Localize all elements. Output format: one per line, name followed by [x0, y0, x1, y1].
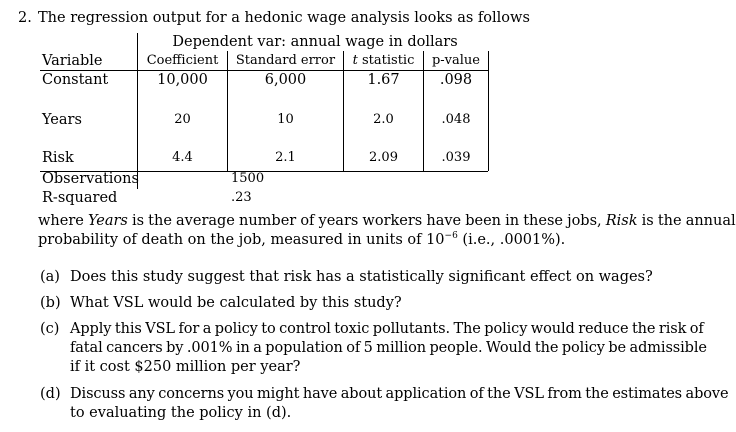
table-cell: 4.4 — [172, 150, 193, 165]
row-label-years: Years — [42, 112, 82, 128]
part-d-text-line-1: Discuss any concerns you might have about application of the VSL from the estimates above — [70, 386, 729, 402]
part-c-text-line-1: Apply this VSL for a policy to control toxic pollutants. The policy would reduce the risk of — [70, 321, 704, 337]
stat-value-observations: 1500 — [231, 171, 265, 186]
part-c-text-line-3: if it cost $250 million per year? — [70, 359, 301, 375]
header-t-word: statistic — [362, 53, 415, 68]
table-cell: .048 — [441, 112, 471, 127]
explanation-line-2 — [38, 231, 565, 249]
part-c-text-line-2: fatal cancers by .001% in a population of 5 million people. Would the policy be admissible — [70, 340, 707, 356]
header-variable: Variable — [42, 53, 103, 69]
stat-label-r-squared: R-squared — [42, 190, 118, 206]
table-cell: .039 — [441, 150, 471, 165]
table-cell: .098 — [439, 72, 473, 88]
explanation-line-1 — [38, 212, 736, 230]
header-coefficient: Coefficient — [146, 53, 219, 68]
explanation-text: where — [38, 213, 84, 229]
table-cell: 2.0 — [373, 112, 394, 127]
table-cell: 10 — [277, 112, 294, 127]
stat-label-observations: Observations — [42, 171, 139, 187]
part-c-label: (c) — [40, 321, 60, 337]
explanation-text: is the average number of years workers have been in these jobs, — [131, 213, 602, 229]
header-t-statistic — [344, 52, 423, 70]
variable-risk: Risk — [605, 213, 638, 229]
dependent-variable-title: Dependent var: annual wage in dollars — [172, 34, 458, 50]
part-b-text: What VSL would be calculated by this study? — [70, 295, 402, 311]
part-b-label: (b) — [40, 295, 61, 311]
explanation-text: is the annual — [641, 213, 736, 229]
table-cell: 1.67 — [367, 72, 400, 88]
question-intro: The regression output for a hedonic wage analysis looks as follows — [38, 10, 530, 26]
table-cell: 6,000 — [264, 72, 307, 88]
table-divider — [488, 51, 489, 171]
variable-years: Years — [87, 213, 128, 229]
table-cell: 10,000 — [157, 72, 208, 88]
part-a-text: Does this study suggest that risk has a statistically significant effect on wages? — [70, 269, 653, 285]
table-cell: 2.1 — [275, 150, 296, 165]
explanation-text: probability of death on the job, measured in units of 10 — [38, 232, 445, 248]
header-t-symbol: t — [352, 53, 358, 68]
row-label-constant: Constant — [42, 72, 109, 88]
question-number: 2. — [18, 10, 32, 26]
header-p-value: p-value — [431, 53, 481, 68]
part-a-label: (a) — [40, 269, 60, 285]
explanation-text: (i.e., .0001%). — [462, 232, 566, 248]
exponent: −6 — [444, 231, 458, 241]
row-label-risk: Risk — [42, 150, 74, 166]
stat-value-r-squared: .23 — [231, 190, 252, 205]
table-cell: 20 — [174, 112, 191, 127]
header-standard-error: Standard error — [235, 53, 336, 68]
part-d-label: (d) — [40, 386, 61, 402]
table-cell: 2.09 — [369, 150, 398, 165]
part-d-text-line-2: to evaluating the policy in (d). — [70, 405, 292, 421]
